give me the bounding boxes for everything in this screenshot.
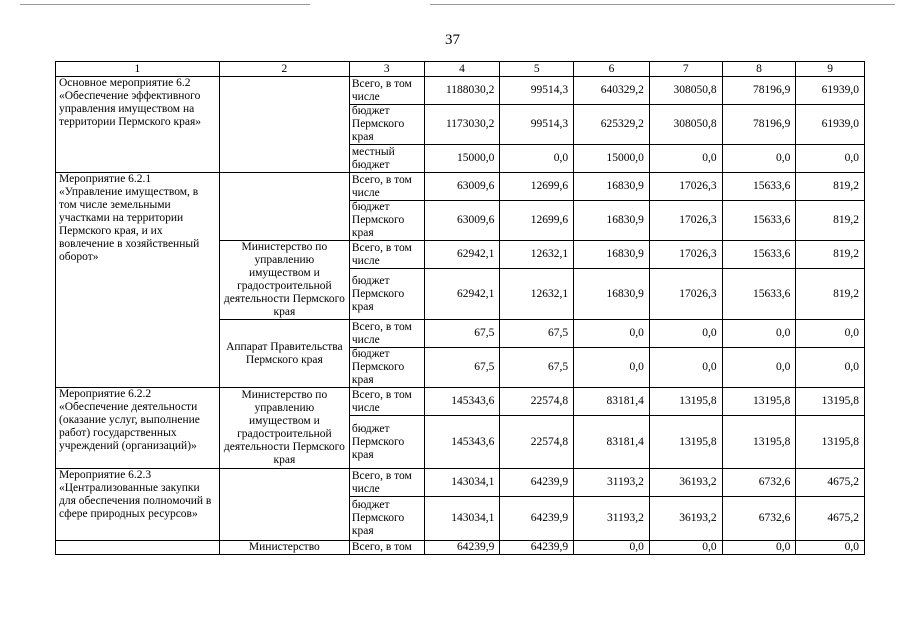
executor-cell: Аппарат Правительства Пермского края [219, 320, 349, 388]
source-cell: Всего, в том числе [349, 388, 424, 416]
column-header: 3 [349, 62, 424, 77]
value-cell: 145343,6 [424, 416, 500, 469]
value-cell: 17026,3 [649, 201, 722, 241]
value-cell: 15633,6 [722, 269, 796, 320]
budget-table [55, 61, 865, 555]
value-cell: 67,5 [424, 320, 500, 348]
value-cell: 67,5 [500, 320, 574, 348]
executor-cell: Министерство [219, 541, 349, 555]
value-cell: 36193,2 [649, 469, 722, 497]
source-cell: Всего, в том числе [349, 469, 424, 497]
value-cell: 62942,1 [424, 241, 500, 269]
table-row [56, 469, 865, 497]
value-cell: 83181,4 [574, 416, 650, 469]
value-cell: 308050,8 [649, 77, 722, 105]
column-header: 2 [219, 62, 349, 77]
value-cell: 63009,6 [424, 173, 500, 201]
column-header: 8 [722, 62, 796, 77]
table-row [56, 77, 865, 105]
value-cell: 0,0 [649, 348, 722, 388]
value-cell: 819,2 [796, 269, 865, 320]
value-cell: 15633,6 [722, 201, 796, 241]
value-cell: 0,0 [649, 320, 722, 348]
value-cell: 625329,2 [574, 105, 650, 145]
value-cell: 13195,8 [722, 388, 796, 416]
value-cell: 0,0 [796, 541, 865, 555]
value-cell: 143034,1 [424, 497, 500, 541]
value-cell: 0,0 [500, 145, 574, 173]
value-cell: 1188030,2 [424, 77, 500, 105]
value-cell: 16830,9 [574, 173, 650, 201]
value-cell: 1173030,2 [424, 105, 500, 145]
value-cell: 67,5 [424, 348, 500, 388]
value-cell: 12699,6 [500, 201, 574, 241]
source-cell: Всего, в том [349, 541, 424, 555]
value-cell: 15633,6 [722, 241, 796, 269]
value-cell: 15000,0 [424, 145, 500, 173]
value-cell: 0,0 [574, 348, 650, 388]
value-cell: 819,2 [796, 173, 865, 201]
value-cell: 31193,2 [574, 497, 650, 541]
value-cell: 308050,8 [649, 105, 722, 145]
source-cell: бюджет Пермского края [349, 416, 424, 469]
activity-name-cell: Мероприятие 6.2.1 «Управление имуществом, в том числе земельными участками на территории Пермского края, и их вовлечение в хозяйственный оборот» [56, 173, 220, 388]
value-cell: 12699,6 [500, 173, 574, 201]
value-cell: 17026,3 [649, 173, 722, 201]
source-cell: Всего, в том числе [349, 173, 424, 201]
value-cell: 0,0 [649, 145, 722, 173]
table-header-row [56, 62, 865, 77]
value-cell: 0,0 [796, 145, 865, 173]
top-edge-line [20, 4, 310, 5]
source-cell: бюджет Пермского края [349, 348, 424, 388]
source-cell: бюджет Пермского края [349, 497, 424, 541]
value-cell: 64239,9 [424, 541, 500, 555]
value-cell: 0,0 [722, 541, 796, 555]
executor-cell [219, 77, 349, 173]
value-cell: 61939,0 [796, 77, 865, 105]
value-cell: 640329,2 [574, 77, 650, 105]
value-cell: 83181,4 [574, 388, 650, 416]
executor-cell: Министерство по управлению имуществом и градостроительной деятельности Пермского края [219, 241, 349, 320]
source-cell: Всего, в том числе [349, 241, 424, 269]
source-cell: Всего, в том числе [349, 320, 424, 348]
table-row [56, 541, 865, 555]
value-cell: 819,2 [796, 201, 865, 241]
activity-name-cell [56, 541, 220, 555]
value-cell: 0,0 [722, 320, 796, 348]
value-cell: 17026,3 [649, 269, 722, 320]
value-cell: 12632,1 [500, 241, 574, 269]
column-header: 1 [56, 62, 220, 77]
value-cell: 22574,8 [500, 388, 574, 416]
value-cell: 16830,9 [574, 241, 650, 269]
value-cell: 36193,2 [649, 497, 722, 541]
value-cell: 0,0 [722, 348, 796, 388]
value-cell: 15000,0 [574, 145, 650, 173]
value-cell: 0,0 [796, 320, 865, 348]
source-cell: бюджет Пермского края [349, 201, 424, 241]
value-cell: 13195,8 [796, 388, 865, 416]
value-cell: 12632,1 [500, 269, 574, 320]
value-cell: 78196,9 [722, 105, 796, 145]
source-cell: Всего, в том числе [349, 77, 424, 105]
table-row [56, 388, 865, 416]
value-cell: 17026,3 [649, 241, 722, 269]
source-cell: бюджет Пермского края [349, 105, 424, 145]
executor-cell [219, 173, 349, 241]
value-cell: 63009,6 [424, 201, 500, 241]
value-cell: 13195,8 [796, 416, 865, 469]
table-row [56, 173, 865, 201]
column-header: 7 [649, 62, 722, 77]
value-cell: 61939,0 [796, 105, 865, 145]
value-cell: 99514,3 [500, 105, 574, 145]
value-cell: 4675,2 [796, 469, 865, 497]
activity-name-cell: Основное мероприятие 6.2 «Обеспечение эффективного управления имуществом на территории Пермского края» [56, 77, 220, 173]
value-cell: 99514,3 [500, 77, 574, 105]
value-cell: 22574,8 [500, 416, 574, 469]
activity-name-cell: Мероприятие 6.2.2 «Обеспечение деятельности (оказание услуг, выполнение работ) государственных учреждений (организаций)» [56, 388, 220, 469]
value-cell: 78196,9 [722, 77, 796, 105]
value-cell: 6732,6 [722, 497, 796, 541]
value-cell: 0,0 [722, 145, 796, 173]
value-cell: 0,0 [574, 541, 650, 555]
column-header: 5 [500, 62, 574, 77]
value-cell: 0,0 [649, 541, 722, 555]
value-cell: 15633,6 [722, 173, 796, 201]
source-cell: местный бюджет [349, 145, 424, 173]
value-cell: 819,2 [796, 241, 865, 269]
value-cell: 16830,9 [574, 201, 650, 241]
value-cell: 67,5 [500, 348, 574, 388]
executor-cell: Министерство по управлению имуществом и градостроительной деятельности Пермского края [219, 388, 349, 469]
value-cell: 64239,9 [500, 469, 574, 497]
column-header: 4 [424, 62, 500, 77]
value-cell: 31193,2 [574, 469, 650, 497]
top-edge-line [430, 4, 895, 5]
value-cell: 6732,6 [722, 469, 796, 497]
value-cell: 13195,8 [649, 388, 722, 416]
value-cell: 13195,8 [722, 416, 796, 469]
value-cell: 145343,6 [424, 388, 500, 416]
value-cell: 62942,1 [424, 269, 500, 320]
value-cell: 0,0 [574, 320, 650, 348]
executor-cell [219, 469, 349, 541]
value-cell: 64239,9 [500, 541, 574, 555]
source-cell: бюджет Пермского края [349, 269, 424, 320]
column-header: 6 [574, 62, 650, 77]
page-number: 37 [445, 32, 460, 48]
value-cell: 13195,8 [649, 416, 722, 469]
activity-name-cell: Мероприятие 6.2.3 «Централизованные закупки для обеспечения полномочий в сфере природных ресурсов» [56, 469, 220, 541]
value-cell: 143034,1 [424, 469, 500, 497]
value-cell: 0,0 [796, 348, 865, 388]
value-cell: 16830,9 [574, 269, 650, 320]
value-cell: 64239,9 [500, 497, 574, 541]
value-cell: 4675,2 [796, 497, 865, 541]
column-header: 9 [796, 62, 865, 77]
